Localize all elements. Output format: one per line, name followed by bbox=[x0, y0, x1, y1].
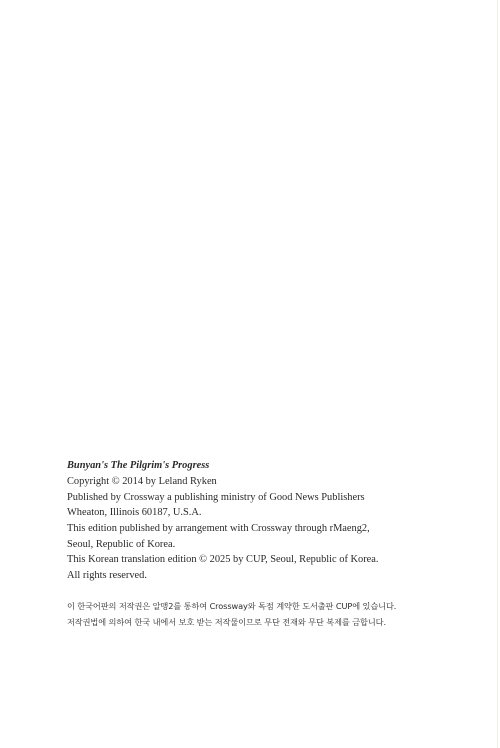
korean-notice-line: 이 한국어판의 저작권은 알맹2를 통하여 Crossway와 독점 계약한 도서출판 CUP에 있습니다. bbox=[67, 601, 397, 611]
publisher-line: Published by Crossway a publishing ministry of Good News Publishers bbox=[67, 491, 365, 503]
korean-notice-line: 저작권법에 의하여 한국 내에서 보호 받는 저작물이므로 무단 전재와 무단 복제를 금합니다. bbox=[67, 617, 386, 627]
copyright-line: Copyright © 2014 by Leland Ryken bbox=[67, 476, 217, 487]
publisher-address-line: Wheaton, Illinois 60187, U.S.A. bbox=[67, 507, 202, 519]
copyright-block bbox=[67, 458, 487, 584]
korean-edition-line: This Korean translation edition © 2025 by CUP, Seoul, Republic of Korea. bbox=[67, 554, 379, 566]
arrangement-line: This edition published by arrangement with Crossway through rMaeng2, bbox=[67, 523, 370, 535]
rights-reserved-line: All rights reserved. bbox=[67, 570, 147, 582]
arrangement-location-line: Seoul, Republic of Korea. bbox=[67, 538, 176, 550]
page-edge-line bbox=[497, 0, 498, 748]
book-title: Bunyan's The Pilgrim's Progress bbox=[67, 460, 210, 471]
korean-copyright-notice bbox=[67, 598, 487, 630]
